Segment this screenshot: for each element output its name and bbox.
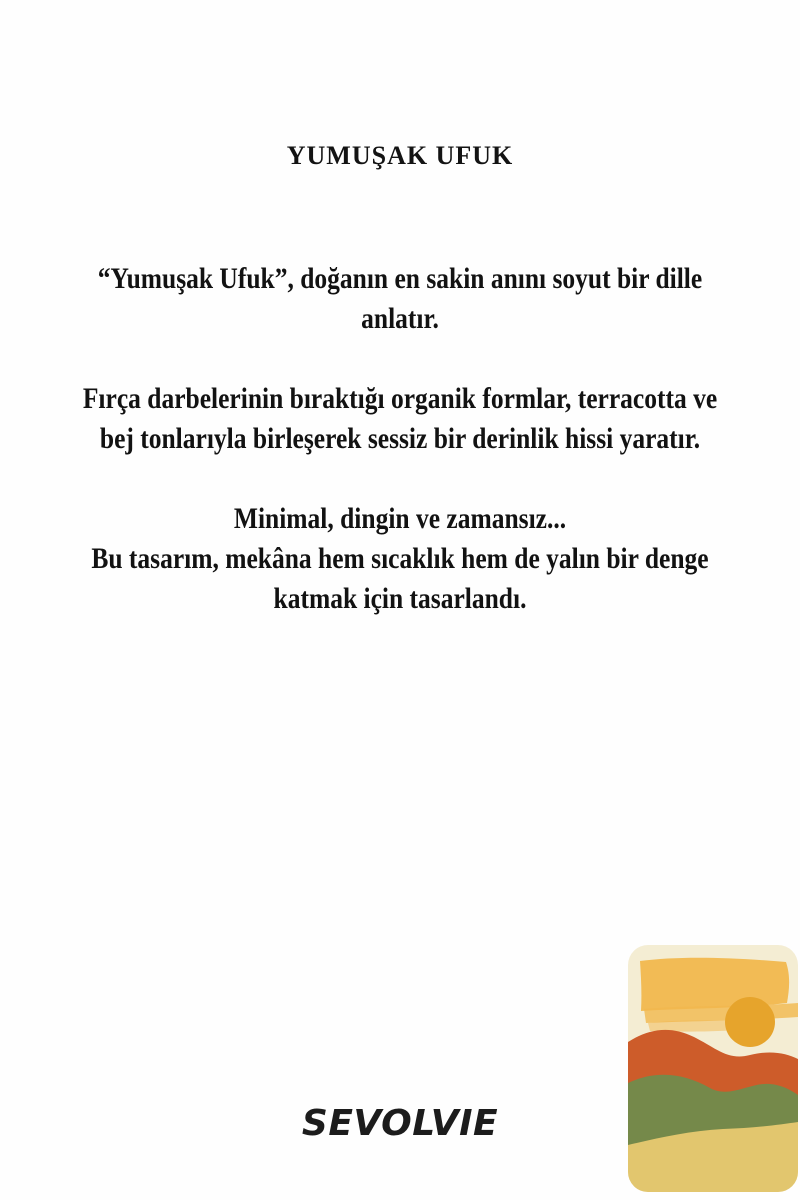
description-paragraph: Fırça darbelerinin bıraktığı organik formlar, terracotta ve bej tonlarıyla birleşerek sessiz bir derinlik hissi yaratır. xyxy=(82,382,718,455)
sky-brush-shape xyxy=(640,958,789,1011)
artwork-thumbnail xyxy=(628,945,798,1192)
description-paragraph: Minimal, dingin ve zamansız... Bu tasarım, mekâna hem sıcaklık hem de yalın bir denge katmak için tasarlandı. xyxy=(91,502,709,615)
description-text xyxy=(60,259,740,659)
brand-logo: SEVOLVIE xyxy=(301,1103,499,1144)
description-paragraph: “Yumuşak Ufuk”, doğanın en sakin anını soyut bir dille anlatır. xyxy=(97,262,703,335)
sun-shape xyxy=(725,997,775,1047)
page-title: YUMUŞAK UFUK xyxy=(286,141,514,170)
artwork-canvas xyxy=(628,945,798,1192)
